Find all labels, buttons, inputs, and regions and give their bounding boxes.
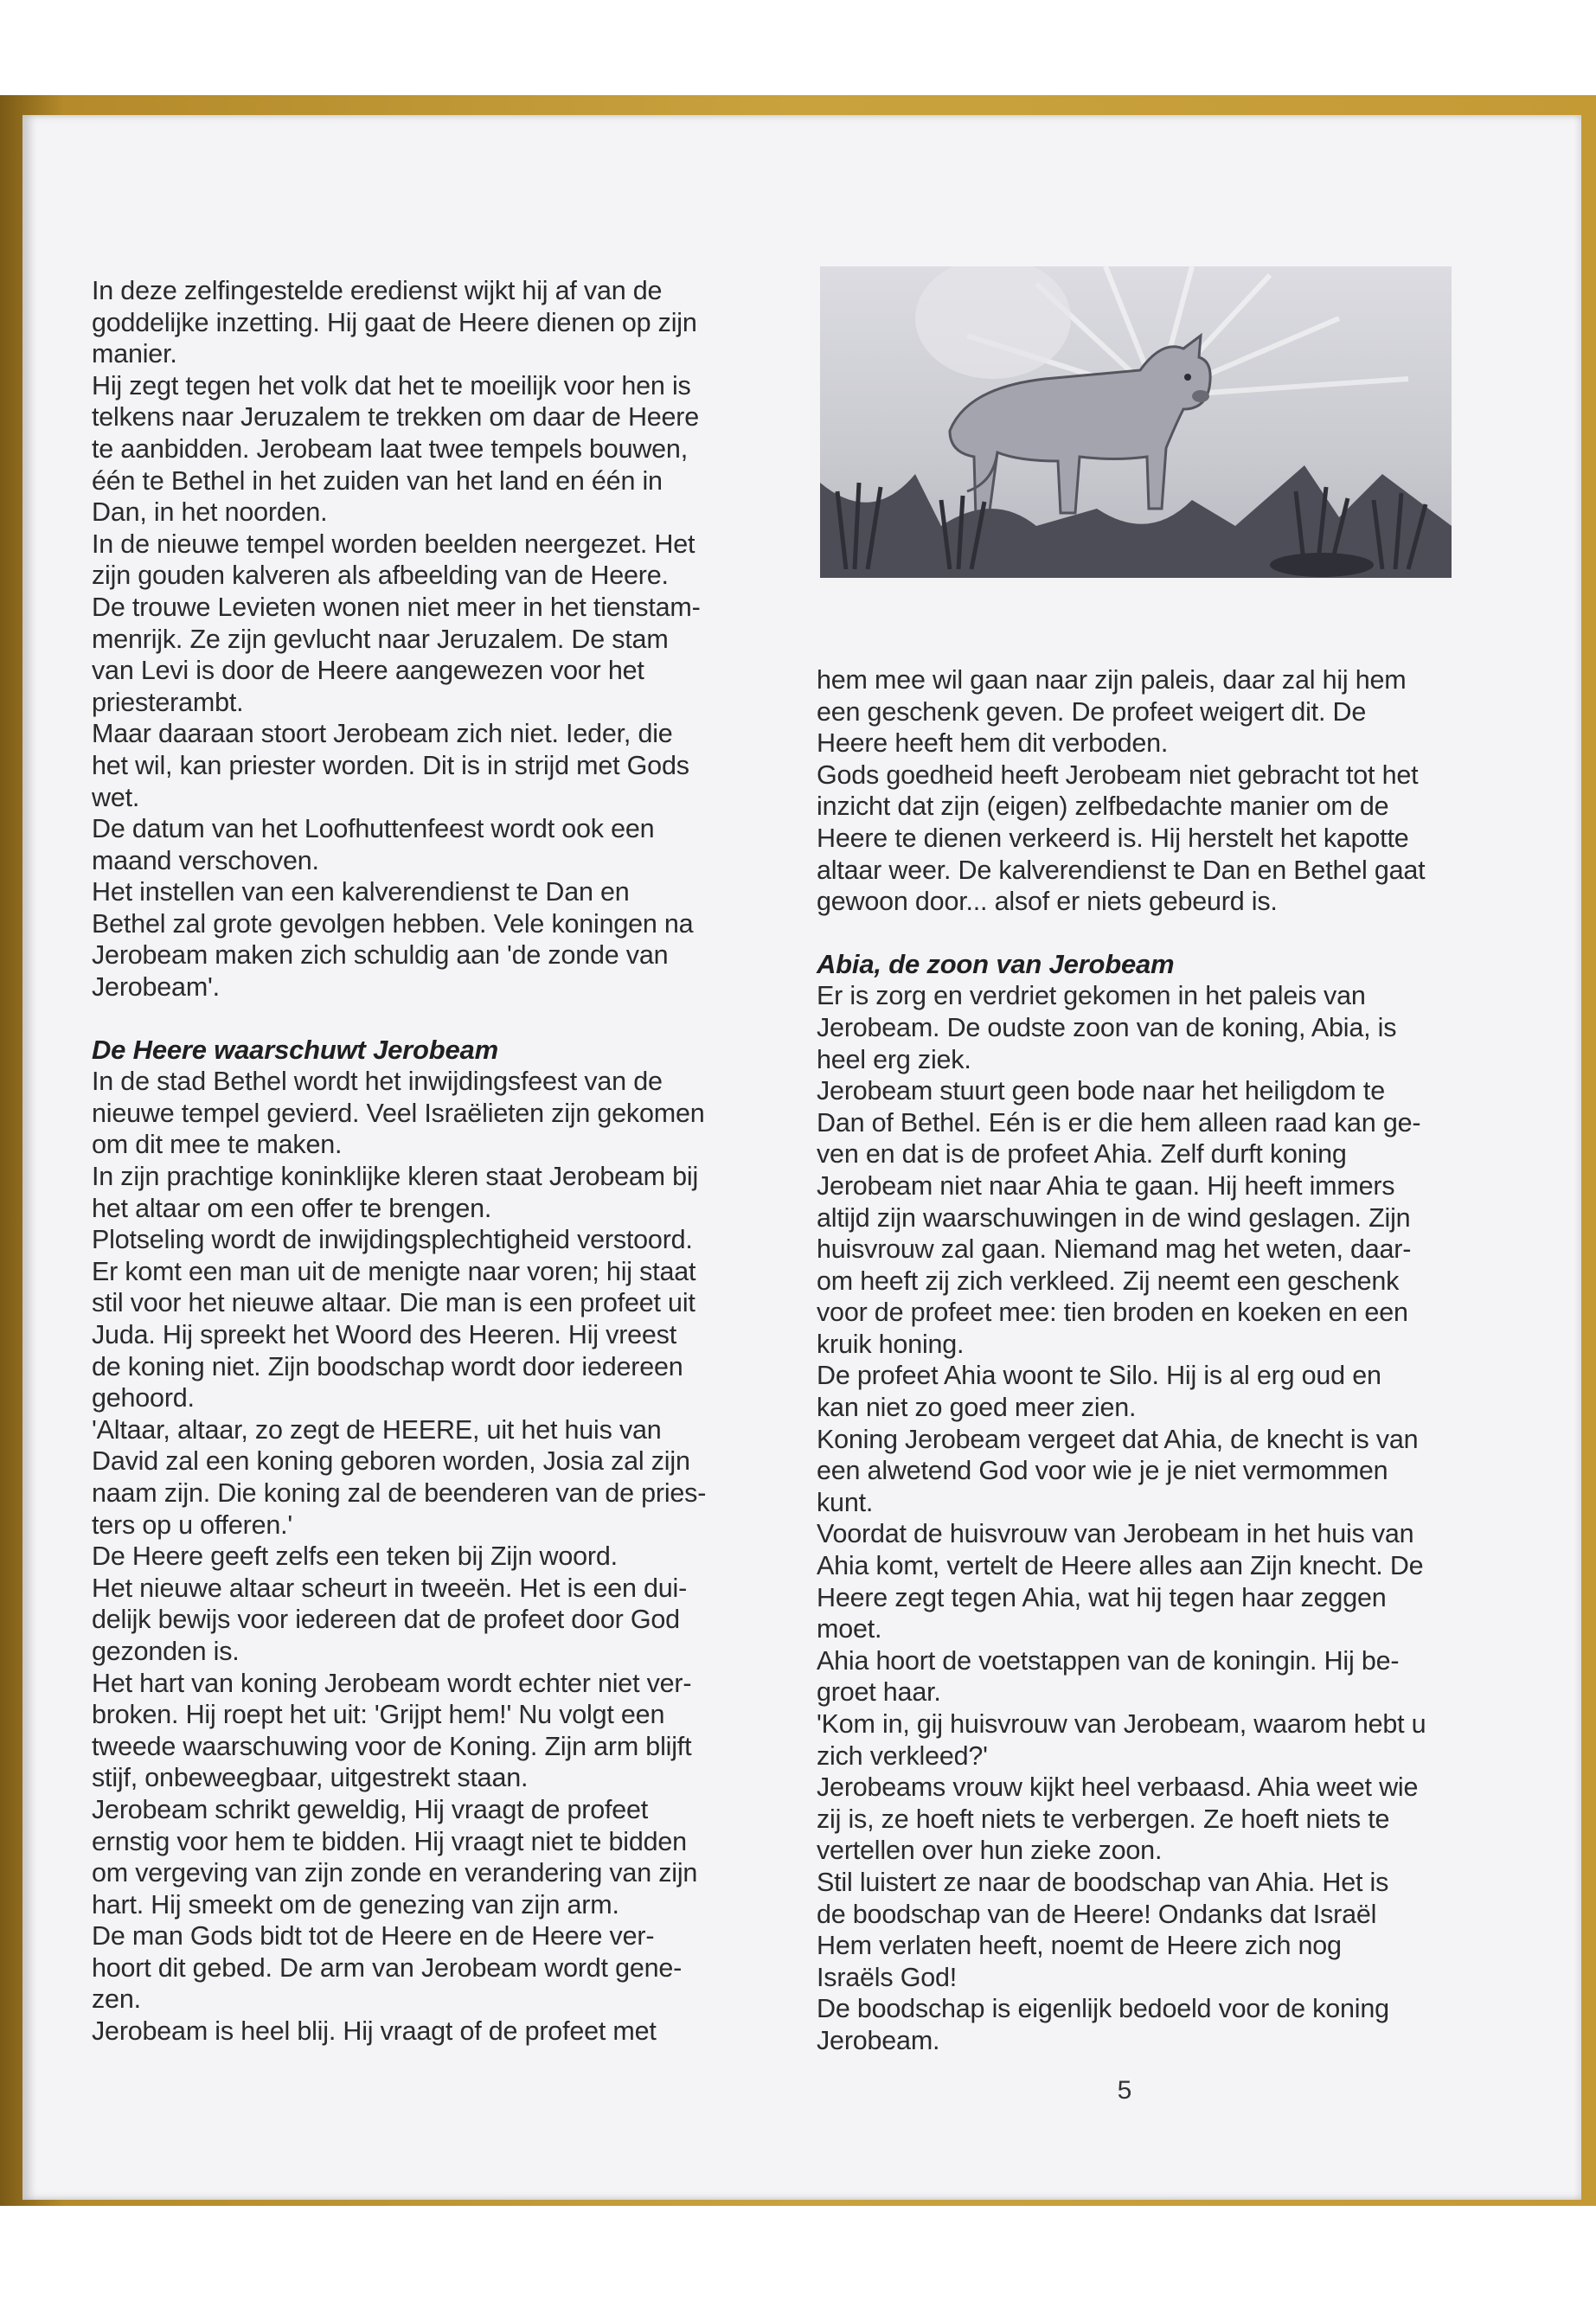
section-heading: Abia, de zoon van Jerobeam [817, 948, 1175, 979]
paragraph: 'Altaar, altaar, zo zegt de HEERE, uit het huis van David zal een koning geboren worden, Josia zal zijn naam zijn. Die koning zal de beenderen van de pries- ters op u offeren.' [92, 1414, 707, 1540]
paragraph: De boodschap is eigenlijk bedoeld voor de koning Jerobeam. [817, 1994, 1389, 2055]
paragraph: Hij zegt tegen het volk dat het te moeilijk voor hen is telkens naar Jeruzalem te trekken om daar de Heere te aanbidden. Jerobeam laat twee tempels bouwen, één te Bethel in het zuiden van het land en één in Dan, in het noorden. [92, 370, 700, 528]
paragraph: De datum van het Loofhuttenfeest wordt ook een maand verschoven. [92, 814, 655, 875]
golden-calf-illustration [820, 266, 1452, 578]
paragraph: De trouwe Levieten wonen niet meer in het tienstam- menrijk. Ze zijn gevlucht naar Jeruzalem. De stam van Levi is door de Heere aangewezen voor het priesterambt. [92, 592, 701, 717]
paragraph: De profeet Ahia woont te Silo. Hij is al erg oud en kan niet zo goed meer zien. [817, 1361, 1381, 1423]
paragraph: Voordat de huisvrouw van Jerobeam in het huis van Ahia komt, vertelt de Heere alles aan Zijn knecht. De Heere zegt tegen Ahia, wat hij tegen haar zeggen moet. [817, 1519, 1424, 1644]
paragraph: In de stad Bethel wordt het inwijdingsfeest van de nieuwe tempel gevierd. Veel Israëlieten zijn gekomen om dit mee te maken. [92, 1067, 705, 1160]
paragraph: Jerobeams vrouw kijkt heel verbaasd. Ahia weet wie zij is, ze hoeft niets te verbergen. Ze hoeft niets te vertellen over hun zieke zoon. [817, 1772, 1419, 1866]
paragraph: Ahia hoort de voetstappen van de koningin. Hij be- groet haar. [817, 1645, 1400, 1708]
paragraph: Stil luistert ze naar de boodschap van Ahia. Het is de boodschap van de Heere! Ondanks dat Israël Hem verlaten heeft, noemt de Heere zich nog Israëls God! [817, 1867, 1389, 1992]
paragraph: Maar daaraan stoort Jerobeam zich niet. Ieder, die het wil, kan priester worden. Dit is in strijd met Gods wet. [92, 719, 689, 812]
paragraph: Jerobeam is heel blij. Hij vraagt of de profeet met [92, 2016, 657, 2047]
paragraph: Gods goedheid heeft Jerobeam niet gebracht tot het inzicht dat zijn (eigen) zelfbedachte manier om de Heere te dienen verkeerd is. Hij herstelt het kapotte altaar weer. De kalverendienst te Dan en Bethel gaat gewoon door... alsof er niets gebeurd is. [817, 760, 1426, 917]
page-number: 5 [1117, 2076, 1132, 2105]
paragraph: hem mee wil gaan naar zijn paleis, daar zal hij hem een geschenk geven. De profeet weigert dit. De Heere heeft hem dit verboden. [817, 665, 1407, 759]
paragraph: De man Gods bidt tot de Heere en de Heere ver- hoort dit gebed. De arm van Jerobeam wordt gene- zen. [92, 1921, 683, 2015]
paragraph: In de nieuwe tempel worden beelden neergezet. Het zijn gouden kalveren als afbeelding van de Heere. [92, 529, 695, 591]
paragraph: De Heere geeft zelfs een teken bij Zijn woord. [92, 1541, 618, 1572]
left-text-column [92, 275, 749, 2048]
paragraph: Koning Jerobeam vergeet dat Ahia, de knecht is van een alwetend God voor wie je je niet vermommen kunt. [817, 1424, 1419, 1517]
paragraph: 'Kom in, gij huisvrouw van Jerobeam, waarom hebt u zich verkleed?' [817, 1709, 1426, 1771]
paragraph: In deze zelfingestelde eredienst wijkt hij af van de goddelijke inzetting. Hij gaat de Heere dienen op zijn manier. [92, 276, 697, 369]
right-text-column [817, 664, 1474, 2057]
paragraph: Het nieuwe altaar scheurt in tweeën. Het is een dui- delijk bewijs voor iedereen dat de profeet door God gezonden is. [92, 1573, 688, 1666]
paragraph: Jerobeam stuurt geen bode naar het heiligdom te Dan of Bethel. Eén is er die hem alleen raad kan ge- ven en dat is de profeet Ahia. Zelf durft koning Jerobeam niet naar Ahia te gaan. Hij heeft immers altijd zijn waarschuwingen in de wind geslagen. Zijn huisvrouw zal gaan. Niemand mag het weten, daar- om heeft zij zich verkleed. Zij neemt een geschenk voor de profeet mee: tien broden en koeken en een kruik honing. [817, 1076, 1421, 1359]
paragraph: Er is zorg en verdriet gekomen in het paleis van Jerobeam. De oudste zoon van de koning, Abia, is heel erg ziek. [817, 981, 1397, 1074]
paragraph: Jerobeam schrikt geweldig, Hij vraagt de profeet ernstig voor hem te bidden. Hij vraagt niet te bidden om vergeving van zijn zonde en verandering van zijn hart. Hij smeekt om de genezing van zijn arm. [92, 1794, 698, 1920]
paragraph: In zijn prachtige koninklijke kleren staat Jerobeam bij het altaar om een offer te brengen. [92, 1162, 699, 1223]
paragraph: Het instellen van een kalverendienst te Dan en Bethel zal grote gevolgen hebben. Vele koningen na Jerobeam maken zich schuldig aan 'de zonde van Jerobeam'. [92, 877, 694, 1003]
section-heading: De Heere waarschuwt Jerobeam [92, 1034, 498, 1065]
paragraph: Plotseling wordt de inwijdingsplechtigheid verstoord. Er komt een man uit de menigte naar voren; hij staat stil voor het nieuwe altaar. Die man is een profeet uit Juda. Hij spreekt het Woord des Heeren. Hij vreest de koning niet. Zijn boodschap wordt door iedereen gehoord. [92, 1225, 696, 1413]
paragraph: Het hart van koning Jerobeam wordt echter niet ver- broken. Hij roept het uit: 'Grijpt hem!' Nu volgt een tweede waarschuwing voor de Koning. Zijn arm blijft stijf, onbeweegbaar, uitgestrekt staan. [92, 1668, 692, 1793]
